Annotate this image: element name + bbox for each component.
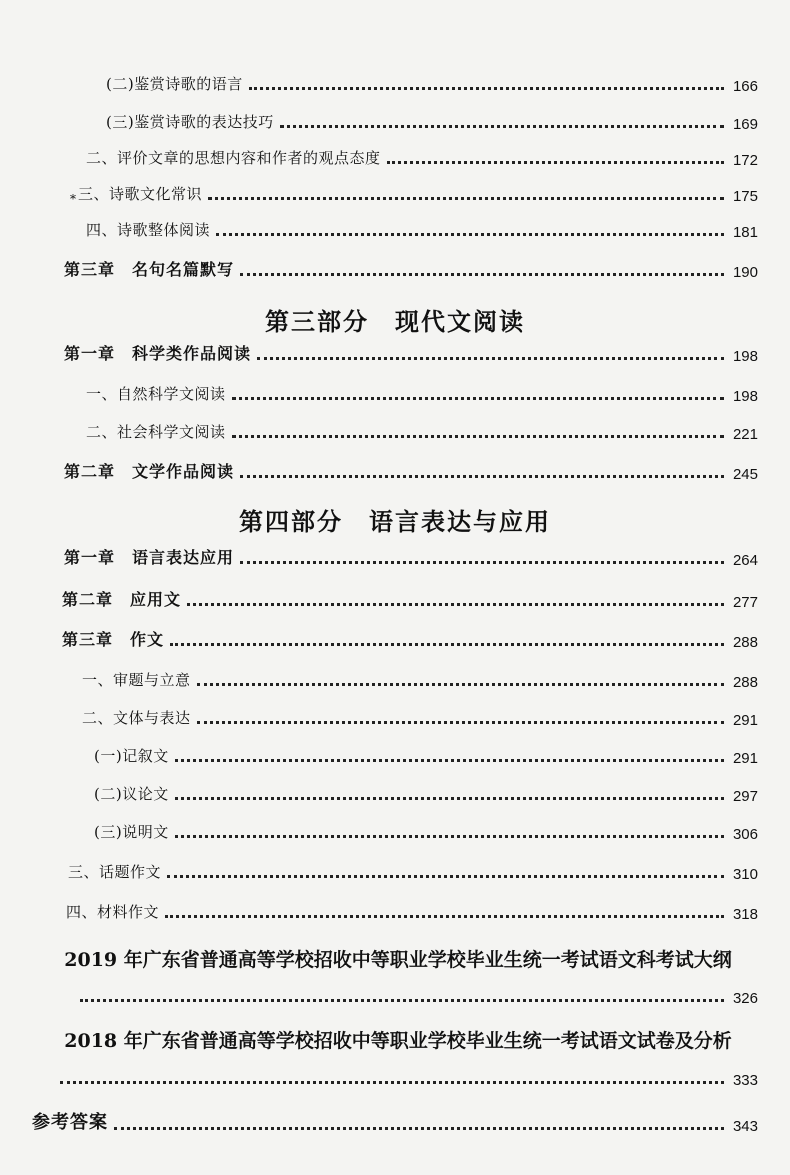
toc-entry-title: 四、材料作文 — [66, 903, 160, 921]
dot-leader — [175, 759, 724, 762]
dot-leader — [175, 797, 724, 800]
toc-entry — [106, 70, 758, 96]
toc-entry — [82, 704, 758, 730]
toc-entry-title: (三)说明文 — [94, 823, 169, 841]
dot-leader — [197, 683, 724, 686]
toc-page-number: 326 — [732, 990, 758, 1007]
dot-leader — [240, 561, 724, 564]
toc-entry-title: (二)鉴赏诗歌的语言 — [106, 75, 243, 93]
toc-chapter-title: 第一章 语言表达应用 — [64, 548, 235, 567]
toc-page-number: 343 — [732, 1118, 758, 1135]
dot-leader — [387, 161, 724, 164]
toc-entry — [82, 666, 758, 692]
toc-page-number: 291 — [732, 712, 758, 729]
toc-page-number: 245 — [732, 466, 758, 483]
toc-entry — [86, 216, 758, 242]
toc-entry — [86, 144, 758, 170]
toc-entry — [86, 418, 758, 444]
toc-entry-title: 一、审题与立意 — [82, 671, 191, 689]
dot-leader — [208, 197, 724, 200]
dot-leader — [240, 475, 724, 478]
toc-chapter-title: 第二章 文学作品阅读 — [64, 462, 235, 481]
appendix-title: 2019 年广东省普通高等学校招收中等职业学校毕业生统一考试语文科考试大纲 — [64, 949, 732, 971]
dot-leader — [249, 87, 724, 90]
asterisk-marker: * — [70, 192, 76, 206]
toc-entry-title: 四、诗歌整体阅读 — [86, 221, 211, 239]
toc-entry-title: 二、文体与表达 — [82, 709, 191, 727]
dot-leader — [232, 435, 724, 438]
toc-page-number: 310 — [732, 866, 758, 883]
toc-page-number: 318 — [732, 906, 758, 923]
toc-entry-title: (一)记叙文 — [94, 747, 169, 765]
toc-entry — [66, 898, 758, 924]
dot-leader — [240, 273, 724, 276]
dot-leader — [80, 999, 724, 1002]
toc-page-number: 277 — [732, 594, 758, 611]
toc-entry-title: (三)鉴赏诗歌的表达技巧 — [106, 113, 274, 131]
toc-entry — [94, 742, 758, 768]
toc-entry — [70, 180, 758, 206]
toc-chapter — [64, 256, 758, 282]
toc-chapter — [64, 340, 758, 366]
toc-page-number: 288 — [732, 634, 758, 651]
toc-chapter — [64, 544, 758, 570]
dot-leader — [197, 721, 724, 724]
dot-leader — [216, 233, 724, 236]
toc-page-number: 333 — [732, 1072, 758, 1089]
toc-entry-title: 二、社会科学文阅读 — [86, 423, 226, 441]
toc-entry — [94, 818, 758, 844]
dot-leader — [60, 1081, 724, 1084]
dot-leader — [257, 357, 724, 360]
toc-entry — [94, 780, 758, 806]
dot-leader — [187, 603, 724, 606]
toc-page-number: 306 — [732, 826, 758, 843]
toc-entry — [68, 858, 758, 884]
toc-entry-title: 三、话题作文 — [68, 863, 162, 881]
toc-page-number: 169 — [732, 116, 758, 133]
dot-leader — [165, 915, 724, 918]
toc-chapter-title: 第一章 科学类作品阅读 — [64, 344, 252, 363]
toc-page-number: 288 — [732, 674, 758, 691]
toc-page-number: 181 — [732, 224, 758, 241]
toc-page-number: 198 — [732, 348, 758, 365]
part-heading: 第四部分 语言表达与应用 — [239, 508, 551, 536]
toc-entry-continuation — [60, 1064, 758, 1090]
toc-chapter — [64, 458, 758, 484]
toc-entry-title: (二)议论文 — [94, 785, 169, 803]
toc-entry-title: 一、自然科学文阅读 — [86, 385, 226, 403]
toc-page-number: 264 — [732, 552, 758, 569]
dot-leader — [114, 1127, 724, 1130]
toc-chapter — [32, 1110, 758, 1136]
toc-chapter — [62, 626, 758, 652]
dot-leader — [232, 397, 724, 400]
toc-page-number: 166 — [732, 78, 758, 95]
toc-chapter-title: 参考答案 — [32, 1112, 108, 1133]
toc-page-number: 221 — [732, 426, 758, 443]
toc-page-number: 297 — [732, 788, 758, 805]
toc-page-number: 172 — [732, 152, 758, 169]
dot-leader — [170, 643, 724, 646]
dot-leader — [175, 835, 724, 838]
toc-page-number: 175 — [732, 188, 758, 205]
part-heading: 第三部分 现代文阅读 — [265, 308, 525, 336]
toc-page-number: 291 — [732, 750, 758, 767]
toc-entry — [106, 108, 758, 134]
toc-entry-continuation — [80, 982, 758, 1008]
dot-leader — [167, 875, 724, 878]
toc-entry-title: 二、评价文章的思想内容和作者的观点态度 — [86, 149, 381, 167]
dot-leader — [280, 125, 724, 128]
toc-chapter-title: 第二章 应用文 — [62, 590, 182, 609]
toc-chapter-title: 第三章 作文 — [62, 630, 165, 649]
toc-entry — [86, 380, 758, 406]
toc-page-number: 198 — [732, 388, 758, 405]
toc-entry-title: 三、诗歌文化常识 — [78, 185, 203, 203]
toc-page-number: 190 — [732, 264, 758, 281]
toc-chapter — [62, 586, 758, 612]
toc-chapter-title: 第三章 名句名篇默写 — [64, 260, 235, 279]
appendix-title: 2018 年广东省普通高等学校招收中等职业学校毕业生统一考试语文试卷及分析 — [64, 1030, 732, 1052]
